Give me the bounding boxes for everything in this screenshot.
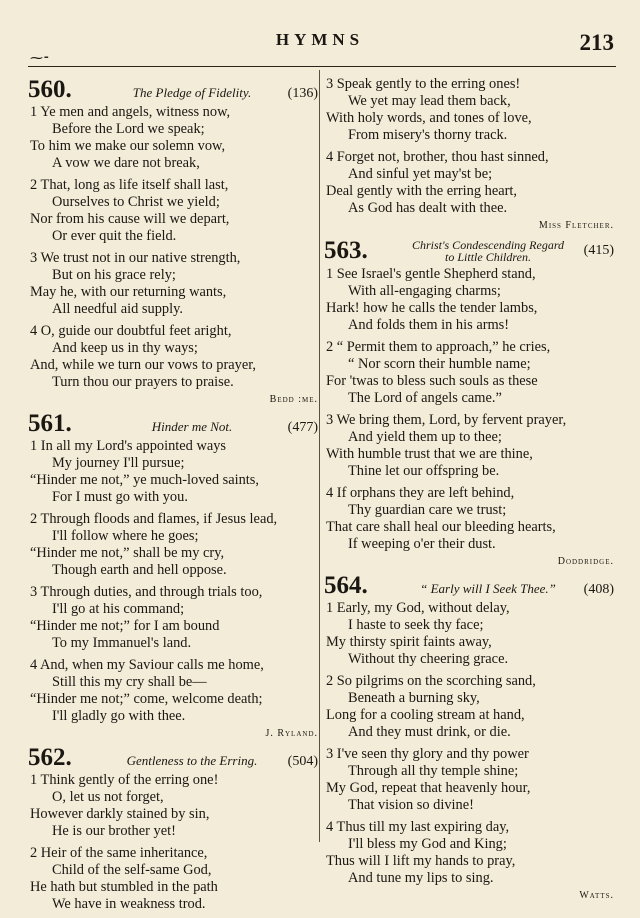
hymn	[324, 76, 614, 232]
stanza	[28, 584, 318, 652]
verse-line: 4 O, guide our doubtful feet aright,	[30, 323, 232, 339]
hymn-title-line: to Little Children.	[445, 250, 531, 264]
hymn-author: Bedd :me.	[269, 394, 318, 405]
verse-line: And keep us in thy ways;	[52, 340, 198, 356]
hymn	[28, 744, 318, 913]
verse-line: 1 Early, my God, without delay,	[326, 600, 510, 616]
stanza	[324, 819, 614, 887]
hymn-header	[28, 410, 318, 438]
stanza	[324, 76, 614, 144]
verse-line: But on his grace rely;	[52, 267, 176, 283]
verse-line: Thy guardian care we trust;	[348, 502, 507, 518]
verse-line: Through all thy temple shine;	[348, 763, 519, 779]
stanza	[324, 266, 614, 334]
verse-line: 3 We bring them, Lord, by fervent prayer,	[326, 412, 567, 428]
verse-line: And sinful yet may'st be;	[348, 166, 493, 182]
hymn-tune-number: (504)	[287, 754, 318, 769]
verse-line: Before the Lord we speak;	[52, 121, 205, 137]
stanza	[28, 250, 318, 318]
verse-line: Or ever quit the field.	[52, 228, 177, 244]
verse-line: Without thy cheering grace.	[348, 651, 509, 667]
verse-line: Hark! how he calls the tender lambs,	[326, 300, 538, 316]
hymn	[324, 236, 614, 568]
verse-line: A vow we dare not break,	[52, 155, 200, 171]
verse-line: 2 So pilgrims on the scorching sand,	[326, 673, 536, 689]
stanza	[324, 600, 614, 668]
verse-line: Though earth and hell oppose.	[52, 562, 227, 578]
verse-line: From misery's thorny track.	[348, 127, 508, 143]
verse-line: As God has dealt with thee.	[348, 200, 508, 216]
verse-line: Nor from his cause will we depart,	[30, 211, 230, 227]
hymn-tune-number: (415)	[583, 243, 614, 258]
verse-line: O, let us not forget,	[52, 789, 164, 805]
verse-line: He hath but stumbled in the path	[30, 879, 218, 895]
hymn	[324, 572, 614, 902]
verse-line: With all-engaging charms;	[348, 283, 501, 299]
verse-line: Deal gently with the erring heart,	[326, 183, 518, 199]
stanza	[28, 511, 318, 579]
verse-line: 3 Speak gently to the erring ones!	[326, 76, 521, 92]
stanza	[28, 323, 318, 391]
verse-line: 1 In all my Lord's appointed ways	[30, 438, 227, 454]
hymn-number: 564.	[324, 572, 368, 599]
verse-line: My thirsty spirit faints away,	[326, 634, 492, 650]
verse-line: 1 See Israel's gentle Shepherd stand,	[326, 266, 536, 282]
verse-line: We yet may lead them back,	[348, 93, 511, 109]
verse-line: I'll gladly go with thee.	[52, 708, 186, 724]
hymn	[28, 410, 318, 740]
hymn-header	[28, 76, 318, 104]
verse-line: That care shall heal our bleeding hearts,	[326, 519, 556, 535]
verse-line: And they must drink, or die.	[348, 724, 511, 740]
hymn-author: Watts.	[579, 890, 614, 901]
verse-line: With holy words, and tones of love,	[326, 110, 532, 126]
verse-line: May he, with our returning wants,	[30, 284, 227, 300]
verse-line: 3 We trust not in our native strength,	[30, 250, 241, 266]
verse-line: “ Nor scorn their humble name;	[348, 356, 531, 372]
hymn-title	[106, 85, 278, 101]
stanza	[28, 177, 318, 245]
hymn-number: 563.	[324, 237, 368, 264]
hymn-tune-number: (408)	[583, 582, 614, 597]
verse-line: “Hinder me not;” for I am bound	[30, 618, 220, 634]
hymn-header	[324, 572, 614, 600]
verse-line: Ourselves to Christ we yield;	[52, 194, 220, 210]
verse-line: 2 That, long as life itself shall last,	[30, 177, 229, 193]
verse-line: And folds them in his arms!	[348, 317, 510, 333]
verse-line: 1 Think gently of the erring one!	[30, 772, 219, 788]
hymn-header	[324, 236, 614, 266]
verse-line: With humble trust that we are thine,	[326, 446, 533, 462]
stanza	[324, 746, 614, 814]
verse-line: 3 Through duties, and through trials too,	[30, 584, 263, 600]
hymn-title-line: The Pledge of Fidelity.	[132, 85, 252, 100]
hymn-title	[106, 753, 278, 769]
hymn-number: 562.	[28, 744, 72, 771]
verse-line: Beneath a burning sky,	[348, 690, 480, 706]
verse-line: That vision so divine!	[348, 797, 474, 813]
stanza	[28, 772, 318, 840]
verse-line: However darkly stained by sin,	[30, 806, 210, 822]
verse-line: My God, repeat that heavenly hour,	[326, 780, 531, 796]
verse-line: Child of the self-same God,	[52, 862, 212, 878]
hymn-title-line: Hinder me Not.	[151, 419, 233, 434]
hymn-author: J. Ryland.	[265, 728, 318, 739]
verse-line: I haste to seek thy face;	[348, 617, 484, 633]
stanza	[324, 339, 614, 407]
verse-line: My journey I'll pursue;	[52, 455, 185, 471]
column-divider	[319, 70, 320, 842]
hymn-author: Miss Fletcher.	[538, 220, 614, 231]
verse-line: 4 If orphans they are left behind,	[326, 485, 515, 501]
verse-line: “Hinder me not,” ye much-loved saints,	[30, 472, 259, 488]
hymn-title	[402, 581, 574, 597]
verse-line: We have in weakness trod.	[52, 896, 206, 912]
verse-line: 2 Through floods and flames, if Jesus lead,	[30, 511, 278, 527]
stanza	[28, 104, 318, 172]
verse-line: And yield them up to thee;	[348, 429, 502, 445]
verse-line: If weeping o'er their dust.	[348, 536, 496, 552]
verse-line: I'll bless my God and King;	[348, 836, 507, 852]
verse-line: And tune my lips to sing.	[348, 870, 494, 886]
verse-line: Still this my cry shall be—	[52, 674, 207, 690]
verse-line: 4 Forget not, brother, thou hast sinned,	[326, 149, 549, 165]
verse-line: To my Immanuel's land.	[52, 635, 192, 651]
verse-line: 2 Heir of the same inheritance,	[30, 845, 208, 861]
hymn-header	[28, 744, 318, 772]
hymn-author: Doddridge.	[557, 556, 614, 567]
stanza	[28, 438, 318, 506]
stanza	[324, 485, 614, 553]
hymn-title	[106, 419, 278, 435]
hymn-title-line: “ Early will I Seek Thee.”	[420, 581, 556, 596]
verse-line: Thine let our offspring be.	[348, 463, 500, 479]
verse-line: Long for a cooling stream at hand,	[326, 707, 525, 723]
page-number: 213	[579, 30, 614, 55]
hymn-title	[402, 239, 574, 263]
hymn-number: 560.	[28, 76, 72, 103]
right-column	[324, 76, 614, 906]
verse-line: He is our brother yet!	[52, 823, 176, 839]
stanza	[28, 657, 318, 725]
verse-line: 4 And, when my Saviour calls me home,	[30, 657, 264, 673]
hymn	[28, 76, 318, 406]
verse-line: The Lord of angels came.”	[348, 390, 502, 406]
verse-line: Turn thou our prayers to praise.	[52, 374, 234, 390]
hymn-tune-number: (477)	[287, 420, 318, 435]
verse-line: 2 “ Permit them to approach,” he cries,	[326, 339, 551, 355]
verse-line: Thus will I lift my hands to pray,	[326, 853, 516, 869]
verse-line: I'll follow where he goes;	[52, 528, 199, 544]
hymn-number: 561.	[28, 410, 72, 437]
running-header: HYMNS	[275, 30, 365, 49]
verse-line: For 'twas to bless such souls as these	[326, 373, 538, 389]
hymn-title-line: Gentleness to the Erring.	[126, 753, 258, 768]
stanza	[28, 845, 318, 913]
verse-line: To him we make our solemn vow,	[30, 138, 226, 154]
header-rule	[28, 66, 616, 67]
verse-line: 1 Ye men and angels, witness now,	[30, 104, 231, 120]
stanza	[324, 673, 614, 741]
verse-line: “Hinder me not;” come, welcome death;	[30, 691, 263, 707]
verse-line: For I must go with you.	[52, 489, 188, 505]
verse-line: 3 I've seen thy glory and thy power	[326, 746, 529, 762]
verse-line: All needful aid supply.	[52, 301, 183, 317]
verse-line: 4 Thus till my last expiring day,	[326, 819, 510, 835]
ornament-mark: ⁓⁃	[30, 50, 50, 65]
hymn-title-line: Christ's Condescending Regard	[411, 238, 565, 252]
stanza	[324, 412, 614, 480]
left-column	[28, 76, 318, 918]
stanza	[324, 149, 614, 217]
verse-line: And, while we turn our vows to prayer,	[30, 357, 257, 373]
hymn-tune-number: (136)	[287, 86, 318, 101]
verse-line: I'll go at his command;	[52, 601, 185, 617]
verse-line: “Hinder me not,” shall be my cry,	[30, 545, 225, 561]
